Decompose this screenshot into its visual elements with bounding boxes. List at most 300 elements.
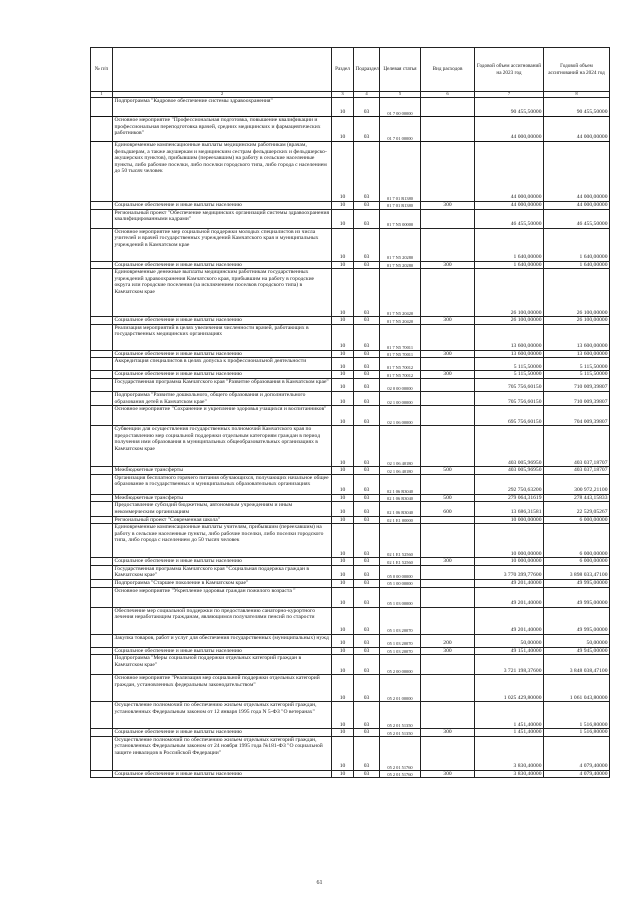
cell-target-article: 02 1 E1 00000 bbox=[380, 516, 421, 524]
table-row bbox=[91, 655, 610, 675]
cell-number bbox=[91, 371, 113, 379]
table-row bbox=[91, 494, 610, 502]
cell-number bbox=[91, 494, 113, 502]
cell-section: 10 bbox=[332, 117, 354, 142]
cell-subsection: 03 bbox=[354, 587, 380, 607]
cell-amount-2024: 6 000,00000 bbox=[544, 524, 610, 558]
cell-amount-2024: 6 000,00000 bbox=[544, 516, 610, 524]
cell-expense-type bbox=[421, 324, 475, 350]
cell-subsection: 03 bbox=[354, 579, 380, 587]
cell-name: Предоставление субсидий бюджетным, автономным учреждениям и иным некоммерческим организациям bbox=[113, 502, 332, 516]
cell-section: 10 bbox=[332, 494, 354, 502]
table-row bbox=[91, 98, 610, 117]
cell-amount-2023: 13 686,31581 bbox=[475, 502, 544, 516]
cell-section: 10 bbox=[332, 406, 354, 426]
cell-target-article: 05 1 00 00000 bbox=[380, 579, 421, 587]
header-section: Раздел bbox=[332, 48, 354, 92]
cell-name: Подпрограмма "Меры социальной поддержки отдельных категорий граждан в Камчатском крае" bbox=[113, 655, 332, 675]
cell-amount-2023: 705 756,60150 bbox=[475, 391, 544, 405]
cell-subsection: 03 bbox=[354, 317, 380, 325]
table-row bbox=[91, 378, 610, 391]
cell-amount-2023: 3 770 399,77600 bbox=[475, 565, 544, 579]
cell-subsection: 03 bbox=[354, 350, 380, 358]
cell-number bbox=[91, 350, 113, 358]
cell-name: Социальное обеспечение и иные выплаты населению bbox=[113, 202, 332, 210]
cell-section: 10 bbox=[332, 269, 354, 317]
cell-target-article: 05 2 01 51760 bbox=[380, 770, 421, 778]
cell-target-article: 01 7 N5 70011 bbox=[380, 324, 421, 350]
cell-name: Закупка товаров, работ и услуг для обеспечения государственных (муниципальных) нужд bbox=[113, 634, 332, 647]
cell-name: Организация бесплатного горячего питания обучающихся, получающих начальное общее образование в государственных и муниципальных образовательных организациях bbox=[113, 474, 332, 494]
cell-amount-2024: 44 000,00000 bbox=[544, 142, 610, 202]
cell-target-article: 01 7 01 R1380 bbox=[380, 142, 421, 202]
cell-subsection: 03 bbox=[354, 358, 380, 371]
cell-subsection: 03 bbox=[354, 142, 380, 202]
cell-number bbox=[91, 516, 113, 524]
cell-subsection: 03 bbox=[354, 371, 380, 379]
cell-target-article: 05 1 03 20070 bbox=[380, 634, 421, 647]
table-row bbox=[91, 261, 610, 269]
cell-amount-2024: 46 455,50000 bbox=[544, 209, 610, 228]
cell-name: Основное мероприятие "Реализация мер социальной поддержки отдельных категорий граждан, установленных федеральным законодательством" bbox=[113, 675, 332, 702]
cell-amount-2024: 5 115,50000 bbox=[544, 371, 610, 379]
table-row bbox=[91, 736, 610, 770]
cell-amount-2023: 292 750,63200 bbox=[475, 474, 544, 494]
cell-name: Осуществление полномочий по обеспечению жильем отдельных категорий граждан, установленных Федеральным законом от 24 ноября 1995 года №181-ФЗ "О социальной защите инвалидов в Российской Федерации" bbox=[113, 736, 332, 770]
cell-amount-2023: 3 721 198,37600 bbox=[475, 655, 544, 675]
cell-section: 10 bbox=[332, 467, 354, 475]
cell-subsection: 03 bbox=[354, 524, 380, 558]
cell-number bbox=[91, 675, 113, 702]
cell-expense-type bbox=[421, 516, 475, 524]
table-row bbox=[91, 502, 610, 516]
cell-name: Социальное обеспечение и иные выплаты населению bbox=[113, 558, 332, 566]
table-row bbox=[91, 406, 610, 426]
cell-amount-2023: 49 201,40000 bbox=[475, 587, 544, 607]
cell-name: Социальное обеспечение и иные выплаты населению bbox=[113, 729, 332, 737]
table-row bbox=[91, 324, 610, 350]
cell-name: Государственная программа Камчатского края "Развитие образования в Камчатском крае" bbox=[113, 378, 332, 391]
cell-name: Межбюджетные трансферты bbox=[113, 494, 332, 502]
cell-expense-type bbox=[421, 675, 475, 702]
cell-name: Единовременные компенсационные выплаты медицинским работникам (врачам, фельдшерам, а также акушеркам и медицинским сестрам фельдшерских и фельдшерско-акушерских пунктов), прибывшим (переехавшим) на работу в сельские населенные пункты, либо рабочие поселки, либо поселки городского типа, либо города с населением до 50 тысяч человек bbox=[113, 142, 332, 202]
cell-subsection: 03 bbox=[354, 607, 380, 634]
cell-subsection: 03 bbox=[354, 702, 380, 729]
cell-expense-type bbox=[421, 209, 475, 228]
cell-target-article: 01 7 N5 70012 bbox=[380, 358, 421, 371]
cell-amount-2023: 1 451,40000 bbox=[475, 729, 544, 737]
cell-name: Единовременные компенсационные выплаты учителям, прибывшим (переехавшим) на работу в сельские населенные пункты, либо рабочие поселки, либо поселки городского типа, либо города с населением до 50 тысяч человек bbox=[113, 524, 332, 558]
cell-number bbox=[91, 587, 113, 607]
cell-amount-2024: 6 000,00000 bbox=[544, 558, 610, 566]
cell-amount-2023: 10 000,00000 bbox=[475, 558, 544, 566]
cell-amount-2023: 3 830,40000 bbox=[475, 770, 544, 778]
cell-subsection: 03 bbox=[354, 98, 380, 117]
cell-target-article: 05 1 03 00000 bbox=[380, 587, 421, 607]
cell-target-article: 02 1 E1 52560 bbox=[380, 524, 421, 558]
cell-name: Субвенции для осуществления государственных полномочий Камчатского края по предоставлению мер социальной поддержки отдельным категориям граждан в период получения ими образования в муниципальных общеобразовательных организациях в Камчатском крае bbox=[113, 426, 332, 467]
cell-number bbox=[91, 426, 113, 467]
cell-number bbox=[91, 391, 113, 405]
cell-amount-2023: 46 455,50000 bbox=[475, 209, 544, 228]
table-row bbox=[91, 647, 610, 655]
cell-number bbox=[91, 324, 113, 350]
cell-amount-2024: 1 640,00000 bbox=[544, 228, 610, 261]
cell-section: 10 bbox=[332, 516, 354, 524]
cell-subsection: 03 bbox=[354, 655, 380, 675]
cell-number bbox=[91, 655, 113, 675]
column-number: 2 bbox=[113, 92, 332, 98]
cell-number bbox=[91, 317, 113, 325]
cell-subsection: 03 bbox=[354, 770, 380, 778]
cell-amount-2023: 44 000,00000 bbox=[475, 117, 544, 142]
table-row bbox=[91, 587, 610, 607]
cell-number bbox=[91, 729, 113, 737]
cell-subsection: 03 bbox=[354, 269, 380, 317]
cell-amount-2024: 26 100,00000 bbox=[544, 317, 610, 325]
cell-expense-type bbox=[421, 358, 475, 371]
header-row bbox=[91, 48, 610, 92]
cell-expense-type bbox=[421, 524, 475, 558]
cell-amount-2023: 403 005,96950 bbox=[475, 426, 544, 467]
cell-amount-2023: 705 756,60150 bbox=[475, 378, 544, 391]
cell-target-article: 05 2 01 51350 bbox=[380, 729, 421, 737]
cell-number bbox=[91, 565, 113, 579]
table-row bbox=[91, 729, 610, 737]
cell-amount-2023: 3 830,40000 bbox=[475, 736, 544, 770]
cell-amount-2024: 13 600,00000 bbox=[544, 324, 610, 350]
cell-number bbox=[91, 502, 113, 516]
cell-amount-2024: 50,00000 bbox=[544, 634, 610, 647]
table-row bbox=[91, 579, 610, 587]
cell-expense-type: 300 bbox=[421, 202, 475, 210]
cell-number bbox=[91, 524, 113, 558]
cell-expense-type: 300 bbox=[421, 558, 475, 566]
cell-name: Региональный проект "Обеспечение медицинских организаций системы здравоохранения квалифицированными кадрами" bbox=[113, 209, 332, 228]
table-row bbox=[91, 391, 610, 405]
cell-name: Реализация мероприятий в целях увеличения численности врачей, работающих в государственных медицинских организациях bbox=[113, 324, 332, 350]
column-number: 5 bbox=[380, 92, 421, 98]
table-row bbox=[91, 675, 610, 702]
cell-expense-type bbox=[421, 607, 475, 634]
cell-amount-2024: 403 037,18707 bbox=[544, 467, 610, 475]
cell-subsection: 03 bbox=[354, 391, 380, 405]
header-name bbox=[113, 48, 332, 92]
cell-amount-2023: 1 451,40000 bbox=[475, 702, 544, 729]
cell-section: 10 bbox=[332, 358, 354, 371]
cell-expense-type bbox=[421, 474, 475, 494]
cell-target-article: 01 7 N5 20280 bbox=[380, 261, 421, 269]
cell-number bbox=[91, 358, 113, 371]
cell-subsection: 03 bbox=[354, 736, 380, 770]
cell-amount-2024: 1 516,80000 bbox=[544, 729, 610, 737]
cell-name: Социальное обеспечение и иные выплаты населению bbox=[113, 770, 332, 778]
table-row bbox=[91, 358, 610, 371]
cell-number bbox=[91, 117, 113, 142]
cell-number bbox=[91, 202, 113, 210]
cell-expense-type bbox=[421, 565, 475, 579]
cell-subsection: 03 bbox=[354, 729, 380, 737]
column-number: 7 bbox=[475, 92, 544, 98]
table-row bbox=[91, 770, 610, 778]
cell-expense-type: 300 bbox=[421, 770, 475, 778]
cell-target-article: 01 7 01 R1380 bbox=[380, 202, 421, 210]
cell-subsection: 03 bbox=[354, 378, 380, 391]
cell-expense-type bbox=[421, 406, 475, 426]
cell-expense-type bbox=[421, 98, 475, 117]
cell-section: 10 bbox=[332, 634, 354, 647]
cell-section: 10 bbox=[332, 391, 354, 405]
cell-expense-type bbox=[421, 378, 475, 391]
cell-amount-2024: 90 455,50000 bbox=[544, 98, 610, 117]
cell-amount-2024: 44 000,00000 bbox=[544, 202, 610, 210]
cell-target-article: 02 1 06 R3040 bbox=[380, 502, 421, 516]
cell-subsection: 03 bbox=[354, 516, 380, 524]
cell-target-article: 05 2 01 51760 bbox=[380, 736, 421, 770]
cell-expense-type: 300 bbox=[421, 261, 475, 269]
cell-subsection: 03 bbox=[354, 474, 380, 494]
table-row bbox=[91, 634, 610, 647]
cell-section: 10 bbox=[332, 371, 354, 379]
cell-target-article: 05 0 00 00000 bbox=[380, 565, 421, 579]
cell-section: 10 bbox=[332, 524, 354, 558]
cell-amount-2024: 49 995,00000 bbox=[544, 587, 610, 607]
cell-amount-2024: 4 079,40000 bbox=[544, 736, 610, 770]
cell-section: 10 bbox=[332, 142, 354, 202]
cell-subsection: 03 bbox=[354, 565, 380, 579]
cell-name: Социальное обеспечение и иные выплаты населению bbox=[113, 317, 332, 325]
table-row bbox=[91, 558, 610, 566]
cell-amount-2023: 13 600,00000 bbox=[475, 324, 544, 350]
cell-number bbox=[91, 736, 113, 770]
cell-subsection: 03 bbox=[354, 261, 380, 269]
cell-amount-2023: 49 201,40000 bbox=[475, 607, 544, 634]
cell-amount-2024: 4 079,40000 bbox=[544, 770, 610, 778]
cell-section: 10 bbox=[332, 579, 354, 587]
cell-number bbox=[91, 261, 113, 269]
header-number: № п/п bbox=[91, 48, 113, 92]
cell-amount-2024: 5 115,50000 bbox=[544, 358, 610, 371]
cell-amount-2024: 278 443,15833 bbox=[544, 494, 610, 502]
cell-name: Осуществление полномочий по обеспечению жильем отдельных категорий граждан, установленных Федеральным законом от 12 января 1995 года N 5-ФЗ "О ветеранах" bbox=[113, 702, 332, 729]
cell-expense-type: 300 bbox=[421, 371, 475, 379]
cell-target-article: 01 7 N5 70011 bbox=[380, 350, 421, 358]
cell-amount-2024: 26 100,00000 bbox=[544, 269, 610, 317]
cell-amount-2024: 13 600,00000 bbox=[544, 350, 610, 358]
table-row bbox=[91, 607, 610, 634]
cell-target-article: 01 7 N5 70012 bbox=[380, 371, 421, 379]
cell-expense-type bbox=[421, 579, 475, 587]
cell-number bbox=[91, 378, 113, 391]
cell-amount-2024: 704 009,39807 bbox=[544, 406, 610, 426]
header-target-article: Целевая статья bbox=[380, 48, 421, 92]
cell-section: 10 bbox=[332, 324, 354, 350]
cell-subsection: 03 bbox=[354, 202, 380, 210]
table-row bbox=[91, 565, 610, 579]
cell-amount-2024: 710 009,39807 bbox=[544, 391, 610, 405]
header-subsection: Подраздел bbox=[354, 48, 380, 92]
column-number: 8 bbox=[544, 92, 610, 98]
cell-target-article: 02 1 06 40180 bbox=[380, 467, 421, 475]
budget-table bbox=[90, 47, 610, 778]
table-body bbox=[91, 98, 610, 778]
cell-subsection: 03 bbox=[354, 647, 380, 655]
cell-target-article: 01 7 N5 00000 bbox=[380, 209, 421, 228]
cell-section: 10 bbox=[332, 655, 354, 675]
cell-name: Межбюджетные трансферты bbox=[113, 467, 332, 475]
cell-expense-type bbox=[421, 702, 475, 729]
cell-expense-type bbox=[421, 736, 475, 770]
cell-expense-type: 500 bbox=[421, 494, 475, 502]
table-row bbox=[91, 702, 610, 729]
cell-subsection: 03 bbox=[354, 502, 380, 516]
cell-subsection: 03 bbox=[354, 117, 380, 142]
cell-number bbox=[91, 228, 113, 261]
cell-section: 10 bbox=[332, 587, 354, 607]
cell-target-article: 02 1 06 R3040 bbox=[380, 494, 421, 502]
cell-target-article: 01 7 01 00000 bbox=[380, 117, 421, 142]
cell-amount-2023: 1 025 429,80000 bbox=[475, 675, 544, 702]
cell-target-article: 05 2 01 00000 bbox=[380, 675, 421, 702]
table-row bbox=[91, 350, 610, 358]
cell-number bbox=[91, 142, 113, 202]
cell-amount-2024: 49 995,00000 bbox=[544, 579, 610, 587]
cell-amount-2023: 5 115,50000 bbox=[475, 371, 544, 379]
cell-target-article: 05 2 00 00000 bbox=[380, 655, 421, 675]
cell-amount-2023: 90 455,50000 bbox=[475, 98, 544, 117]
cell-name: Региональный проект "Современная школа" bbox=[113, 516, 332, 524]
cell-target-article: 02 1 06 40180 bbox=[380, 426, 421, 467]
cell-section: 10 bbox=[332, 675, 354, 702]
cell-amount-2023: 279 064,31619 bbox=[475, 494, 544, 502]
cell-expense-type bbox=[421, 117, 475, 142]
cell-amount-2023: 26 100,00000 bbox=[475, 317, 544, 325]
cell-section: 10 bbox=[332, 702, 354, 729]
cell-subsection: 03 bbox=[354, 675, 380, 702]
cell-section: 10 bbox=[332, 558, 354, 566]
cell-amount-2023: 5 115,50000 bbox=[475, 358, 544, 371]
cell-number bbox=[91, 209, 113, 228]
cell-amount-2023: 1 640,00000 bbox=[475, 228, 544, 261]
cell-amount-2023: 1 640,00000 bbox=[475, 261, 544, 269]
table-row bbox=[91, 516, 610, 524]
cell-amount-2024: 44 000,00000 bbox=[544, 117, 610, 142]
cell-amount-2023: 49 201,40000 bbox=[475, 579, 544, 587]
cell-section: 10 bbox=[332, 202, 354, 210]
page-number: 61 bbox=[316, 880, 323, 886]
cell-name: Обеспечение мер социальной поддержки по предоставлению санаторно-курортного лечения неработающим гражданам, являющимся получателями пенсий по старости bbox=[113, 607, 332, 634]
cell-name: Подпрограмма "Старшее поколение в Камчатском крае" bbox=[113, 579, 332, 587]
cell-target-article: 02 1 E1 52560 bbox=[380, 558, 421, 566]
cell-section: 10 bbox=[332, 647, 354, 655]
table-row bbox=[91, 209, 610, 228]
table-row bbox=[91, 117, 610, 142]
cell-amount-2023: 10 000,00000 bbox=[475, 524, 544, 558]
cell-number bbox=[91, 607, 113, 634]
cell-target-article: 02 1 00 00000 bbox=[380, 391, 421, 405]
cell-number bbox=[91, 474, 113, 494]
cell-target-article: 05 1 03 20070 bbox=[380, 607, 421, 634]
cell-subsection: 03 bbox=[354, 406, 380, 426]
table-row bbox=[91, 202, 610, 210]
cell-amount-2024: 3 848 038,47100 bbox=[544, 655, 610, 675]
header-2024: Годовой объем ассигнований на 2024 год bbox=[544, 48, 610, 92]
cell-name: Государственная программа Камчатского края "Социальная поддержка граждан в Камчатском крае" bbox=[113, 565, 332, 579]
table-row bbox=[91, 269, 610, 317]
cell-section: 10 bbox=[332, 502, 354, 516]
cell-subsection: 03 bbox=[354, 209, 380, 228]
cell-name: Основное мероприятие мер социальной поддержки молодых специалистов из числа учителей и врачей государственных учреждений Камчатского края и муниципальных учреждений в Камчатском крае bbox=[113, 228, 332, 261]
cell-name: Социальное обеспечение и иные выплаты населению bbox=[113, 261, 332, 269]
cell-name: Социальное обеспечение и иные выплаты населению bbox=[113, 350, 332, 358]
cell-target-article: 05 1 03 20070 bbox=[380, 647, 421, 655]
cell-name: Социальное обеспечение и иные выплаты населению bbox=[113, 647, 332, 655]
table-row bbox=[91, 371, 610, 379]
cell-amount-2023: 49 151,40000 bbox=[475, 647, 544, 655]
cell-target-article: 02 1 06 00000 bbox=[380, 406, 421, 426]
cell-name: Основное мероприятие "Сохранение и укрепление здоровья учащихся и воспитанников" bbox=[113, 406, 332, 426]
cell-target-article: 02 1 06 R3040 bbox=[380, 474, 421, 494]
cell-name: Подпрограмма "Кадровое обеспечение системы здравоохранения" bbox=[113, 98, 332, 117]
cell-subsection: 03 bbox=[354, 228, 380, 261]
cell-section: 10 bbox=[332, 378, 354, 391]
cell-amount-2024: 403 037,18707 bbox=[544, 426, 610, 467]
cell-expense-type: 300 bbox=[421, 647, 475, 655]
cell-number bbox=[91, 579, 113, 587]
cell-expense-type bbox=[421, 142, 475, 202]
table-row bbox=[91, 474, 610, 494]
cell-expense-type bbox=[421, 426, 475, 467]
cell-section: 10 bbox=[332, 729, 354, 737]
column-number: 1 bbox=[91, 92, 113, 98]
cell-amount-2023: 44 000,00000 bbox=[475, 142, 544, 202]
column-number: 4 bbox=[354, 92, 380, 98]
cell-subsection: 03 bbox=[354, 426, 380, 467]
cell-amount-2024: 300 972,21100 bbox=[544, 474, 610, 494]
cell-subsection: 03 bbox=[354, 324, 380, 350]
cell-subsection: 03 bbox=[354, 558, 380, 566]
cell-section: 10 bbox=[332, 209, 354, 228]
cell-target-article: 01 7 N5 20420 bbox=[380, 317, 421, 325]
cell-target-article: 01 7 N5 20280 bbox=[380, 228, 421, 261]
cell-amount-2023: 13 600,00000 bbox=[475, 350, 544, 358]
cell-amount-2023: 10 000,00000 bbox=[475, 516, 544, 524]
cell-name: Единовременные денежные выплаты медицинским работникам государственных учреждений здравоохранения Камчатского края, прибывшим на работу в городские округа или городские поселения (за исключением поселков городского типа) в Камчатском крае bbox=[113, 269, 332, 317]
cell-expense-type bbox=[421, 655, 475, 675]
cell-amount-2024: 710 009,39807 bbox=[544, 378, 610, 391]
cell-expense-type bbox=[421, 269, 475, 317]
cell-amount-2023: 695 756,60150 bbox=[475, 406, 544, 426]
cell-expense-type: 300 bbox=[421, 729, 475, 737]
cell-amount-2024: 49 945,00000 bbox=[544, 647, 610, 655]
cell-number bbox=[91, 269, 113, 317]
cell-amount-2024: 49 995,00000 bbox=[544, 607, 610, 634]
cell-section: 10 bbox=[332, 261, 354, 269]
cell-amount-2023: 50,00000 bbox=[475, 634, 544, 647]
table-row bbox=[91, 317, 610, 325]
cell-amount-2023: 403 005,96950 bbox=[475, 467, 544, 475]
cell-number bbox=[91, 634, 113, 647]
cell-section: 10 bbox=[332, 770, 354, 778]
cell-expense-type: 600 bbox=[421, 502, 475, 516]
cell-section: 10 bbox=[332, 317, 354, 325]
cell-number bbox=[91, 467, 113, 475]
cell-amount-2024: 3 898 033,47100 bbox=[544, 565, 610, 579]
cell-number bbox=[91, 98, 113, 117]
cell-number bbox=[91, 406, 113, 426]
cell-expense-type: 200 bbox=[421, 634, 475, 647]
cell-name: Подпрограмма "Развитие дошкольного, общего образования и дополнительного образования детей в Камчатском крае" bbox=[113, 391, 332, 405]
